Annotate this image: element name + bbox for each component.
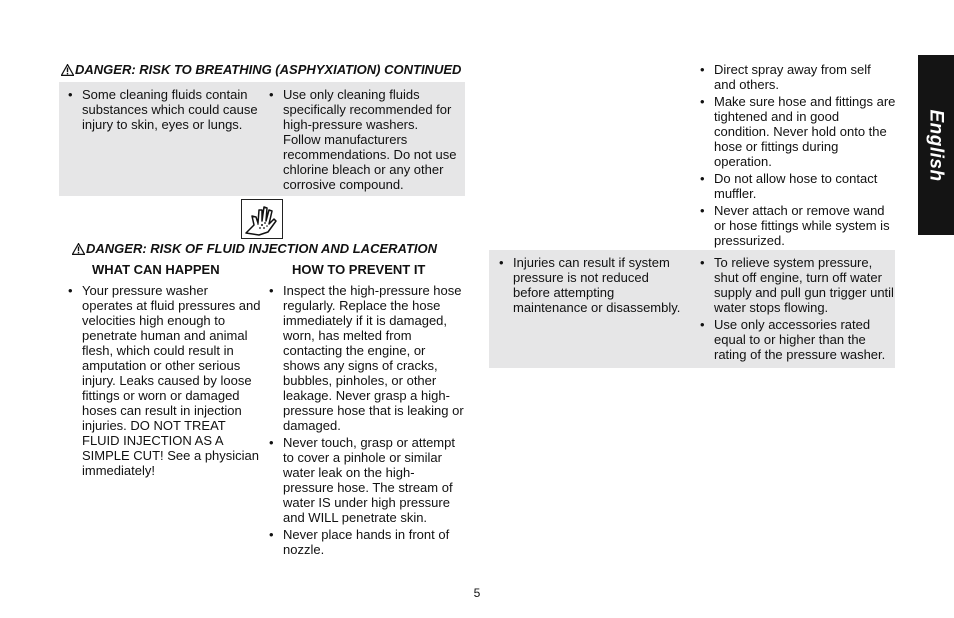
list-item: • Inspect the high-pressure hose regularly. Replace the hose immediately if it is damaged, worn, has melted from contacting the engine, or shows any signs of cracks, bubbles, pinholes, or other leakage. Never grasp a high-pressure hose that is leaking or damaged. [269, 283, 465, 433]
list-item: • Use only cleaning fluids specifically recommended for high-pressure washers. Follow manufacturers recommendations. Do not use chlorine bleach or any other corrosive compound. [269, 87, 459, 192]
warning-triangle-icon [72, 243, 85, 255]
list-item: • Use only accessories rated equal to or higher than the rating of the pressure washer. [700, 317, 896, 362]
list-item: • Never touch, grasp or attempt to cover a pinhole or similar water leak on the high-pressure hose. The stream of water IS under high pressure and WILL penetrate skin. [269, 435, 465, 525]
section3-right-list [700, 62, 896, 250]
section1-left-list [68, 87, 258, 134]
list-item: • Make sure hose and fittings are tightened and in good condition. Never hold onto the hose or fittings during operation. [700, 94, 896, 169]
list-item: • Some cleaning fluids contain substances which could cause injury to skin, eyes or lungs. [68, 87, 258, 132]
list-item: • Do not allow hose to contact muffler. [700, 171, 896, 201]
section2-left-list [68, 283, 261, 480]
language-tab-label: English [925, 108, 947, 182]
section2-right-list [269, 283, 465, 559]
language-tab [918, 55, 954, 235]
hand-injection-icon [241, 199, 283, 239]
list-item: • To relieve system pressure, shut off engine, turn off water supply and pull gun trigger until water stops flowing. [700, 255, 896, 315]
section1-title-text: DANGER: RISK TO BREATHING (ASPHYXIATION) CONTINUED [75, 62, 462, 77]
page-number: 5 [473, 586, 481, 600]
column-heading-how-to-prevent: HOW TO PREVENT IT [292, 262, 426, 277]
section4-right-list [700, 255, 896, 364]
section1-title [61, 62, 461, 77]
section2-title-text: DANGER: RISK OF FLUID INJECTION AND LACERATION [86, 241, 437, 256]
warning-triangle-icon [61, 64, 74, 76]
list-item: • Injuries can result if system pressure is not reduced before attempting maintenance or disassembly. [499, 255, 689, 315]
list-item: • Direct spray away from self and others. [700, 62, 896, 92]
section1-right-list [269, 87, 459, 194]
column-heading-what-can-happen: WHAT CAN HAPPEN [92, 262, 220, 277]
list-item: • Never place hands in front of nozzle. [269, 527, 465, 557]
section4-left-list [499, 255, 689, 317]
list-item: • Never attach or remove wand or hose fittings while system is pressurized. [700, 203, 896, 248]
section2-title [72, 241, 437, 256]
list-item: • Your pressure washer operates at fluid pressures and velocities high enough to penetrate human and animal flesh, which could result in amputation or other serious injury. Leaks caused by loose fittings or worn or damaged hoses can result in injection injuries. DO NOT TREAT FLUID INJECTION AS A SIMPLE CUT! See a physician immediately! [68, 283, 261, 478]
